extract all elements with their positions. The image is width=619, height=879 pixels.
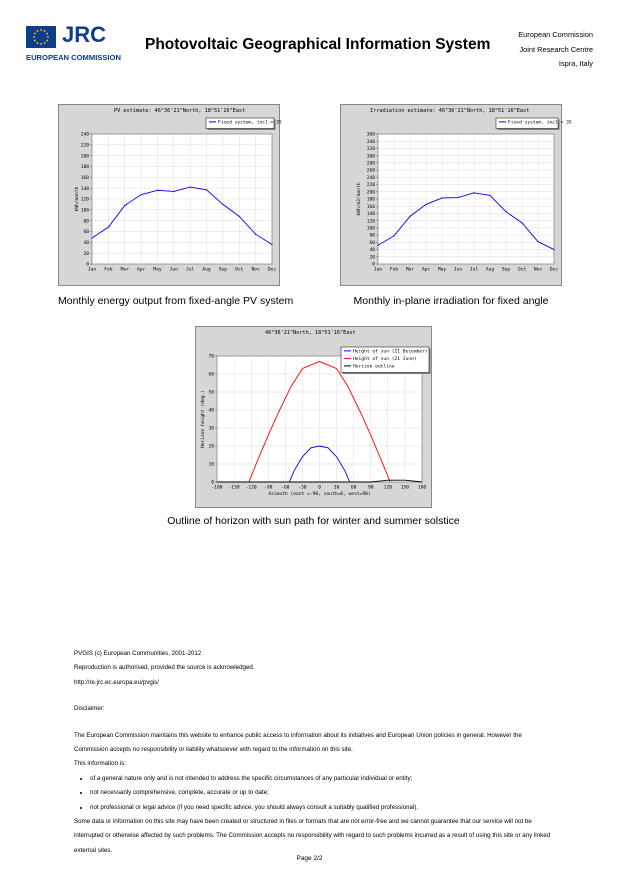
list-item: • not professional or legal advice (if you need specific advice, you should always consult a suitably qualified professional). <box>90 801 554 815</box>
x-tick-label: Mar <box>120 267 129 273</box>
logo-text: JRC <box>62 22 107 47</box>
legend-label: Horizon outline <box>353 364 395 370</box>
y-tick-label: 220 <box>366 183 375 189</box>
x-tick-label: 120 <box>383 485 392 491</box>
x-tick-label: -60 <box>281 485 290 491</box>
logo-subtext: EUROPEAN COMMISSION <box>26 53 121 62</box>
disclaimer-paragraph: The European Commission maintains this website to enhance public access to information about its initiatives and European Union policies in general. However the Commission accepts no responsibility or liability whatsoever with regard to the information on this site. <box>74 731 522 754</box>
data-point <box>124 205 125 206</box>
x-tick-label: 150 <box>400 485 410 491</box>
horizon-chart-caption: Outline of horizon with sun path for winter and summer solstice <box>167 515 460 527</box>
x-tick-label: Dec <box>549 267 559 273</box>
y-tick-label: 160 <box>80 175 89 181</box>
data-point <box>173 191 174 192</box>
data-point <box>190 186 191 187</box>
jrc-logo <box>26 22 121 66</box>
disclaimer-intro: This information is: <box>74 760 126 768</box>
y-axis-label: kWh/month <box>75 186 80 212</box>
data-point <box>505 211 506 212</box>
x-tick-label: Jul <box>186 267 195 273</box>
y-tick-label: 280 <box>366 161 375 167</box>
flag-star <box>34 33 36 35</box>
flag-star <box>37 42 39 44</box>
y-tick-label: 0 <box>211 480 214 486</box>
x-tick-label: Oct <box>517 267 527 273</box>
data-point <box>91 237 92 238</box>
data-point <box>409 216 410 217</box>
y-tick-label: 10 <box>208 462 214 468</box>
disclaimer-list <box>74 772 554 815</box>
x-tick-label: Nov <box>251 267 260 273</box>
x-tick-label: Feb <box>389 267 399 273</box>
y-tick-label: 60 <box>369 240 375 246</box>
y-tick-label: 0 <box>86 262 89 268</box>
x-tick-label: 90 <box>367 485 374 491</box>
x-tick-label: Apr <box>421 267 431 273</box>
y-tick-label: 200 <box>366 190 375 196</box>
reproduction-note: Reproduction is authorised, provided the source is acknowledged. <box>74 664 255 672</box>
y-tick-label: 30 <box>208 426 214 432</box>
organization-block <box>518 28 593 72</box>
x-tick-label: -150 <box>228 485 240 491</box>
y-tick-label: 140 <box>80 186 89 192</box>
copyright: PVGIS (c) European Communities, 2001-2012 <box>74 650 202 657</box>
x-tick-label: Jan <box>87 267 97 273</box>
y-tick-label: 80 <box>83 219 89 225</box>
y-tick-label: 220 <box>80 143 89 149</box>
flag-star <box>34 40 36 42</box>
y-tick-label: 260 <box>366 168 375 174</box>
y-tick-label: 60 <box>83 230 89 236</box>
data-point <box>393 235 394 236</box>
irradiation-chart-caption: Monthly in-plane irradiation for fixed angle <box>353 295 549 307</box>
legend-label: Height of sun (21 December) <box>353 349 428 355</box>
y-tick-label: 200 <box>80 154 89 160</box>
y-tick-label: 180 <box>366 197 375 203</box>
y-tick-label: 60 <box>208 372 214 378</box>
pv-chart-caption: Monthly energy output from fixed-angle PV system <box>58 295 294 307</box>
x-tick-label: 30 <box>333 485 340 491</box>
x-tick-label: Jul <box>469 267 479 273</box>
y-tick-label: 40 <box>369 248 375 254</box>
x-tick-label: Jan <box>373 267 383 273</box>
y-tick-label: 0 <box>372 262 375 268</box>
data-point <box>140 194 141 195</box>
chart-title: Irradiation estimate: 46°36'21"North, 18°51'16"East <box>370 108 530 114</box>
x-tick-label: -180 <box>211 485 223 491</box>
chart-title: 46°36'21"North, 18°51'16"East <box>265 330 356 336</box>
y-tick-label: 140 <box>366 212 375 218</box>
x-tick-label: Apr <box>136 267 146 273</box>
x-tick-label: Dec <box>267 267 277 273</box>
irradiation-chart <box>340 104 572 286</box>
data-point <box>425 204 426 205</box>
data-point <box>441 197 442 198</box>
data-point <box>206 189 207 190</box>
x-tick-label: Mar <box>405 267 415 273</box>
x-axis-label: Azimuth (east =-90, south=0, west=90) <box>268 492 371 498</box>
flag-star <box>40 43 42 45</box>
flag-star <box>33 36 35 38</box>
org-line: Joint Research Centre <box>519 44 593 54</box>
list-item: • not necessarily comprehensive, complete, accurate or up to date; <box>90 786 554 800</box>
disclaimer-title: Disclaimer: <box>74 705 105 713</box>
y-tick-label: 120 <box>80 197 89 203</box>
y-tick-label: 100 <box>366 226 375 232</box>
flag-star <box>37 30 39 32</box>
y-tick-label: 180 <box>80 165 89 171</box>
y-tick-label: 20 <box>369 255 375 261</box>
y-tick-label: 20 <box>208 444 214 450</box>
flag-star <box>44 42 46 44</box>
y-tick-label: 100 <box>80 208 89 214</box>
flag-star <box>46 40 48 42</box>
data-point <box>553 249 554 250</box>
x-tick-label: May <box>153 267 162 273</box>
data-point <box>239 216 240 217</box>
org-line: European Commission <box>518 30 593 39</box>
y-tick-label: 50 <box>208 390 214 396</box>
data-point <box>537 241 538 242</box>
x-tick-label: 180 <box>417 485 427 491</box>
y-tick-label: 240 <box>366 175 375 181</box>
x-tick-label: Sep <box>501 267 511 273</box>
data-point <box>377 245 378 246</box>
page-title: Photovoltaic Geographical Information System <box>145 36 491 53</box>
y-tick-label: 20 <box>83 251 89 257</box>
org-line: Ispra, Italy <box>558 59 593 68</box>
y-tick-label: 70 <box>208 354 214 360</box>
flag-star <box>47 36 49 38</box>
x-tick-label: Jun <box>453 267 463 273</box>
y-tick-label: 40 <box>83 240 89 246</box>
data-point <box>473 192 474 193</box>
footer-text <box>74 647 554 858</box>
x-tick-label: Aug <box>485 267 495 273</box>
data-point <box>271 244 272 245</box>
y-tick-label: 80 <box>369 233 375 239</box>
legend-label: Fixed system, incl.= 35 <box>508 120 572 126</box>
pv-estimate-chart <box>58 104 280 286</box>
x-tick-label: Sep <box>218 267 228 273</box>
y-tick-label: 240 <box>80 132 89 138</box>
y-tick-label: 160 <box>366 204 375 210</box>
x-tick-label: Feb <box>104 267 113 273</box>
y-axis-label: kWh/m2/month <box>357 182 362 216</box>
y-tick-label: 40 <box>208 408 214 414</box>
x-tick-label: -90 <box>264 485 273 491</box>
y-tick-label: 120 <box>366 219 375 225</box>
data-point <box>108 227 109 228</box>
y-tick-label: 360 <box>366 132 375 138</box>
list-item: • of a general nature only and is not intended to address the specific circumstances of any particular individual or entity; <box>90 772 554 786</box>
x-tick-label: Aug <box>202 267 211 273</box>
legend-label: Fixed system, incl.= 35 <box>218 120 282 126</box>
x-tick-label: 0 <box>318 485 321 491</box>
data-point <box>255 234 256 235</box>
data-point <box>489 195 490 196</box>
x-tick-label: -120 <box>245 485 257 491</box>
x-tick-label: Jun <box>169 267 178 273</box>
x-tick-label: Nov <box>533 267 543 273</box>
x-tick-label: May <box>437 267 447 273</box>
pvgis-link[interactable]: http://re.jrc.ec.europa.eu/pvgis/ <box>74 678 159 686</box>
horizon-chart <box>195 326 432 508</box>
page-number: Page 2/2 <box>296 855 323 862</box>
y-axis-label: Horizon height (deg.) <box>201 389 206 449</box>
data-point <box>457 197 458 198</box>
x-tick-label: -30 <box>298 485 307 491</box>
x-tick-label: Oct <box>235 267 244 273</box>
legend-label: Height of sun (21 June) <box>353 357 417 362</box>
flag-star <box>44 30 46 32</box>
flag-star <box>40 29 42 31</box>
disclaimer-paragraph: Some data or information on this site may have been created or structured in files or formats that are not error-free and we cannot guarantee that our service will not be interrupted or otherwise affected by such problems. The Commission accepts no responsibility with regard to such problems incurred as a result of using this site or any linked external sites. <box>74 818 551 854</box>
data-point <box>157 190 158 191</box>
y-tick-label: 300 <box>366 154 375 160</box>
data-point <box>521 222 522 223</box>
flag-star <box>46 33 48 35</box>
x-tick-label: 60 <box>350 485 357 491</box>
y-tick-label: 320 <box>366 147 375 153</box>
data-point <box>222 204 223 205</box>
chart-title: PV estimate: 46°36'21"North, 18°51'16"East <box>114 108 246 114</box>
y-tick-label: 340 <box>366 139 375 145</box>
